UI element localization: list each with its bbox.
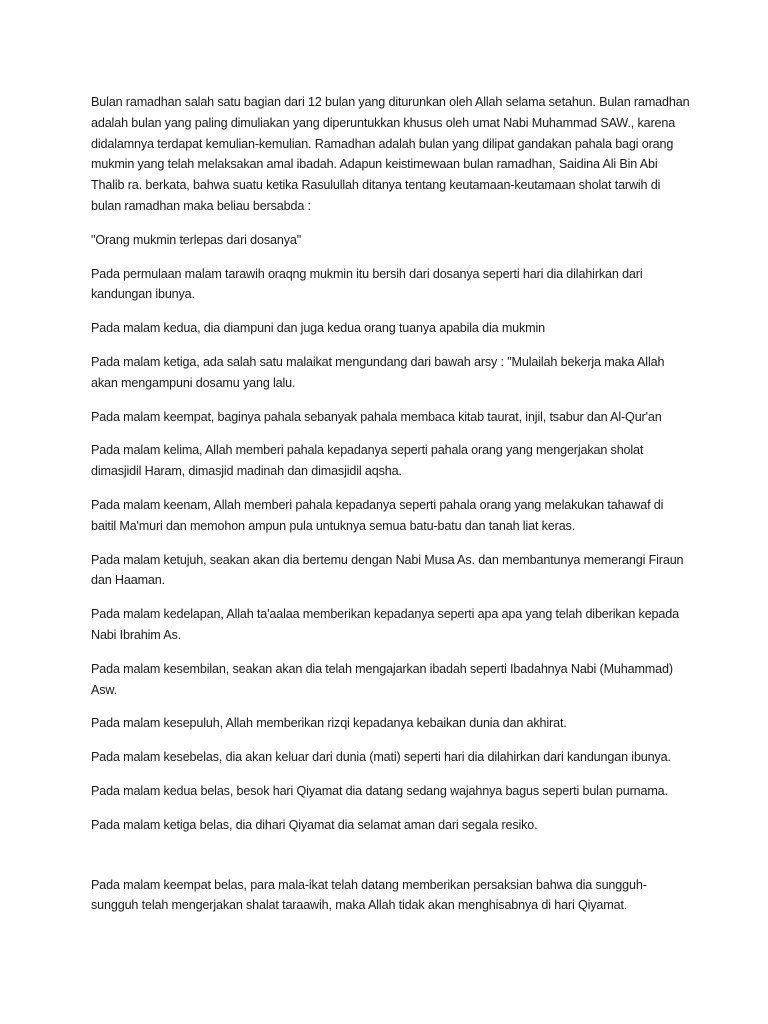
night-7-paragraph: Pada malam ketujuh, seakan akan dia bertemu dengan Nabi Musa As. dan membantunya memerangi Firaun dan Haaman.: [91, 552, 684, 588]
night-9-paragraph: Pada malam kesembilan, seakan akan dia telah mengajarkan ibadah seperti Ibadahnya Nabi (Muhammad) Asw.: [91, 661, 673, 697]
night-5-paragraph: Pada malam kelima, Allah memberi pahala kepadanya seperti pahala orang yang mengerjakan sholat dimasjidil Haram, dimasjid madinah dan dimasjidil aqsha.: [91, 443, 644, 479]
night-10-paragraph: Pada malam kesepuluh, Allah memberikan rizqi kepadanya kebaikan dunia dan akhirat.: [91, 716, 567, 731]
document-body: [91, 92, 691, 929]
hadith-quote: "Orang mukmin terlepas dari dosanya": [91, 232, 302, 247]
intro-paragraph: Bulan ramadhan salah satu bagian dari 12 bulan yang diturunkan oleh Allah selama setahun. Bulan ramadhan adalah bulan yang paling dimuliakan yang diperuntukkan khusus oleh umat Nabi Muhammad SAW., karena didalamnya terdapat kemulian-kemulian. Ramadhan adalah bulan yang dilipat gandakan pahala bagi orang mukmin yang telah melaksakan amal ibadah. Adapun keistimewaan bulan ramadhan, Saidina Ali Bin Abi Thalib ra. berkata, bahwa suatu ketika Rasulullah ditanya tentang keutamaan-keutamaan sholat tarwih di bulan ramadhan maka beliau bersabda :: [91, 95, 690, 213]
night-14-paragraph: Pada malam keempat belas, para mala-ikat telah datang memberikan persaksian bahwa dia sungguh-sungguh telah mengerjakan shalat taraawih, maka Allah tidak akan menghisabnya di hari Qiyamat.: [91, 877, 647, 913]
night-8-paragraph: Pada malam kedelapan, Allah ta'aalaa memberikan kepadanya seperti apa apa yang telah diberikan kepada Nabi Ibrahim As.: [91, 607, 679, 642]
night-11-paragraph: Pada malam kesebelas, dia akan keluar dari dunia (mati) seperti hari dia dilahirkan dari kandungan ibunya.: [91, 750, 671, 765]
night-3-paragraph: Pada malam ketiga, ada salah satu malaikat mengundang dari bawah arsy : "Mulailah bekerja maka Allah akan mengampuni dosamu yang lalu.: [91, 354, 665, 390]
night-4-paragraph: Pada malam keempat, baginya pahala sebanyak pahala membaca kitab taurat, injil, tsabur dan Al-Qur'an: [91, 409, 662, 424]
night-6-paragraph: Pada malam keenam, Allah memberi pahala kepadanya seperti pahala orang yang melakukan tahawaf di baitil Ma'muri dan memohon ampun pula untuknya semua batu-batu dan tanah liat keras.: [91, 497, 664, 533]
night-13-paragraph: Pada malam ketiga belas, dia dihari Qiyamat dia selamat aman dari segala resiko.: [91, 817, 538, 832]
night-1-paragraph: Pada permulaan malam tarawih oraqng mukmin itu bersih dari dosanya seperti hari dia dilahirkan dari kandungan ibunya.: [91, 266, 643, 302]
night-2-paragraph: Pada malam kedua, dia diampuni dan juga kedua orang tuanya apabila dia mukmin: [91, 321, 546, 336]
night-12-paragraph: Pada malam kedua belas, besok hari Qiyamat dia datang sedang wajahnya bagus seperti bulan purnama.: [91, 783, 668, 798]
